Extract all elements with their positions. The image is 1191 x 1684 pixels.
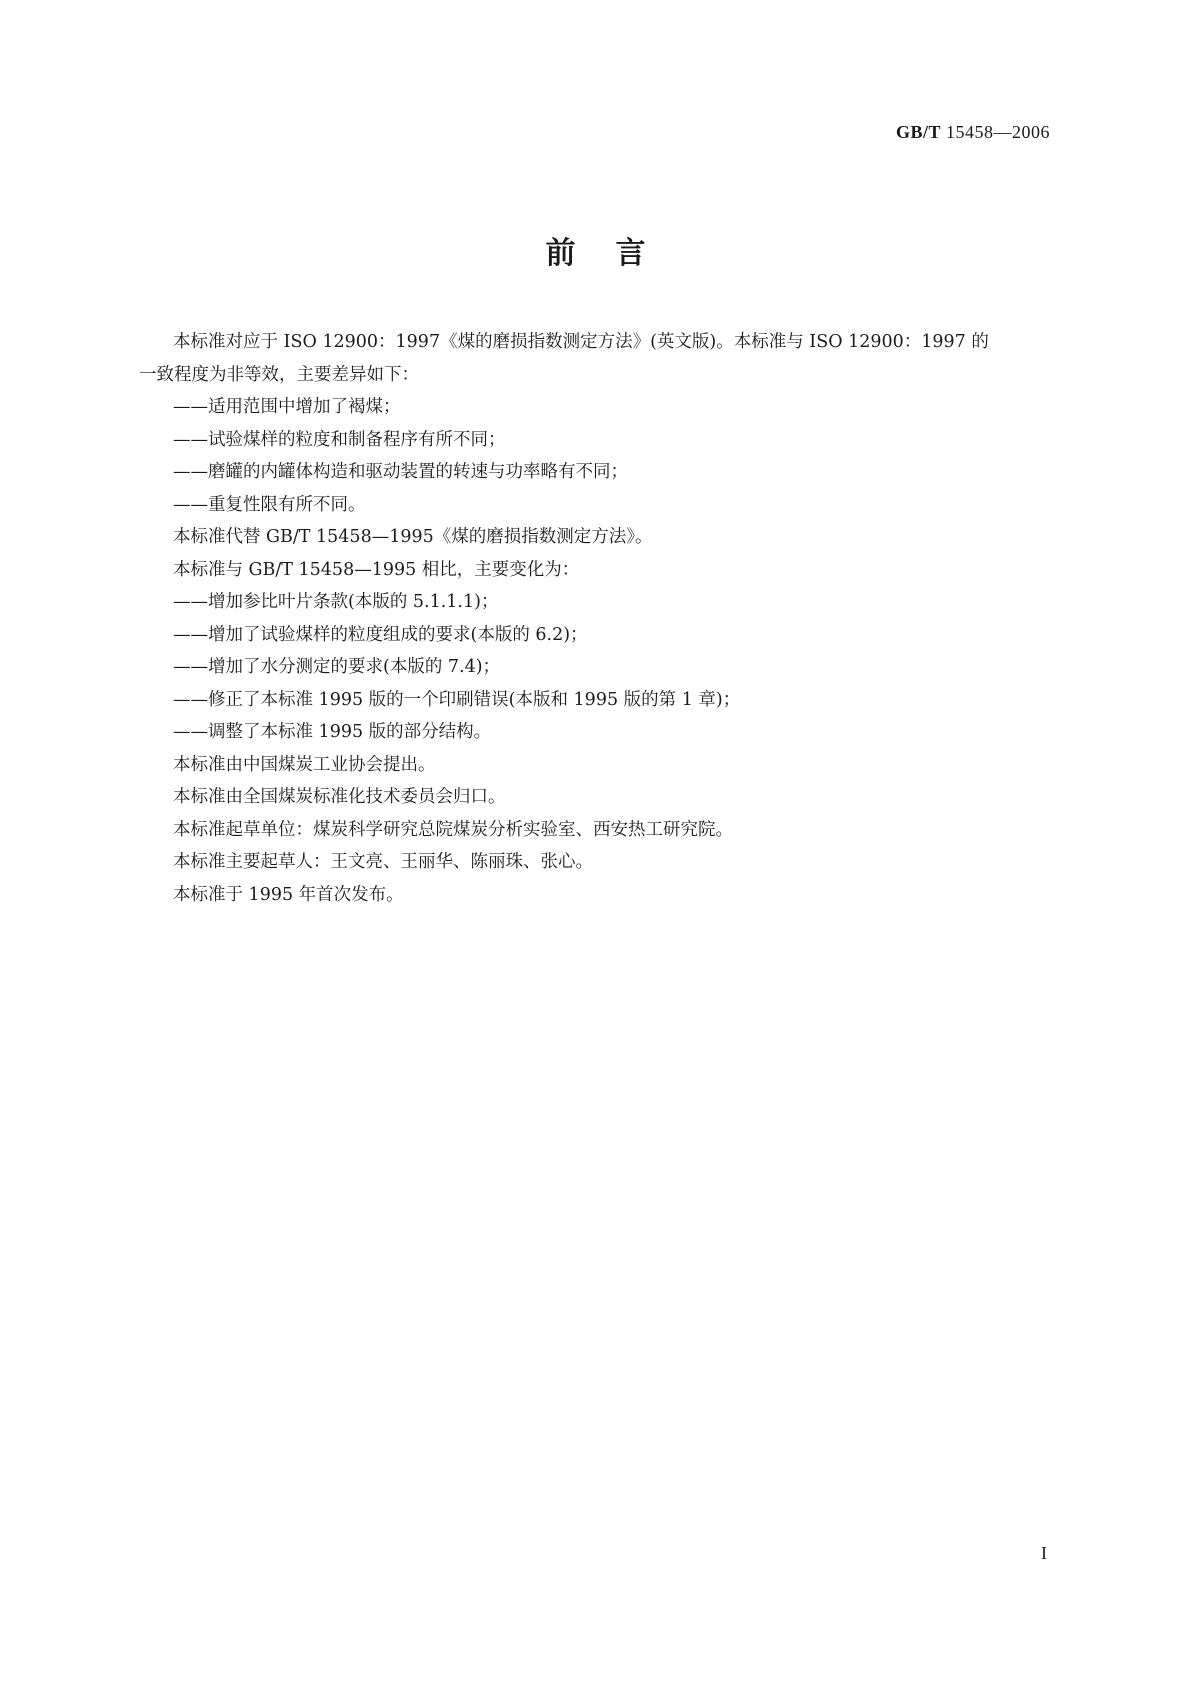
standard-prefix: GB/T xyxy=(895,122,941,142)
list-item-change: ——调整了本标准 1995 版的部分结构。 xyxy=(173,722,492,742)
paragraph-centralized: 本标准由全国煤炭标准化技术委员会归口。 xyxy=(173,787,506,807)
list-item-change: ——增加了试验煤样的粒度组成的要求(本版的 6.2)； xyxy=(173,624,588,645)
paragraph-replaces: 本标准代替 GB/T 15458—1995《煤的磨损指数测定方法》。 xyxy=(173,527,653,547)
standard-number: 15458—2006 xyxy=(946,122,1050,142)
list-item-difference: ——磨罐的内罐体构造和驱动装置的转速与功率略有不同； xyxy=(173,462,628,482)
foreword-body xyxy=(139,326,1055,911)
page-number: I xyxy=(1041,1543,1047,1563)
paragraph-first-release: 本标准于 1995 年首次发布。 xyxy=(173,884,404,905)
page-title: 前言 xyxy=(545,236,686,271)
list-item-difference: ——适用范围中增加了褐煤； xyxy=(173,397,401,417)
paragraph-drafters: 本标准主要起草人：王文亮、王丽华、陈丽珠、张心。 xyxy=(173,852,593,872)
standard-code-header xyxy=(896,122,1050,143)
paragraph-drafting-units: 本标准起草单位：煤炭科学研究总院煤炭分析实验室、西安热工研究院。 xyxy=(173,819,733,840)
list-item-difference: ——试验煤样的粒度和制备程序有所不同； xyxy=(173,429,506,450)
paragraph-proposer: 本标准由中国煤炭工业协会提出。 xyxy=(173,754,436,775)
list-item-change: ——增加参比叶片条款(本版的 5.1.1.1)； xyxy=(173,592,499,612)
paragraph-equivalence: 一致程度为非等效，主要差异如下： xyxy=(139,364,419,385)
paragraph-correspondence: 本标准对应于 ISO 12900：1997《煤的磨损指数测定方法》(英文版)。本标准与 ISO 12900：1997 的 xyxy=(173,332,989,352)
list-item-change: ——修正了本标准 1995 版的一个印刷错误(本版和 1995 版的第 1 章)； xyxy=(173,689,741,710)
list-item-change: ——增加了水分测定的要求(本版的 7.4)； xyxy=(173,657,501,677)
paragraph-changes: 本标准与 GB/T 15458—1995 相比，主要变化为： xyxy=(173,559,580,580)
list-item-difference: ——重复性限有所不同。 xyxy=(173,494,366,515)
